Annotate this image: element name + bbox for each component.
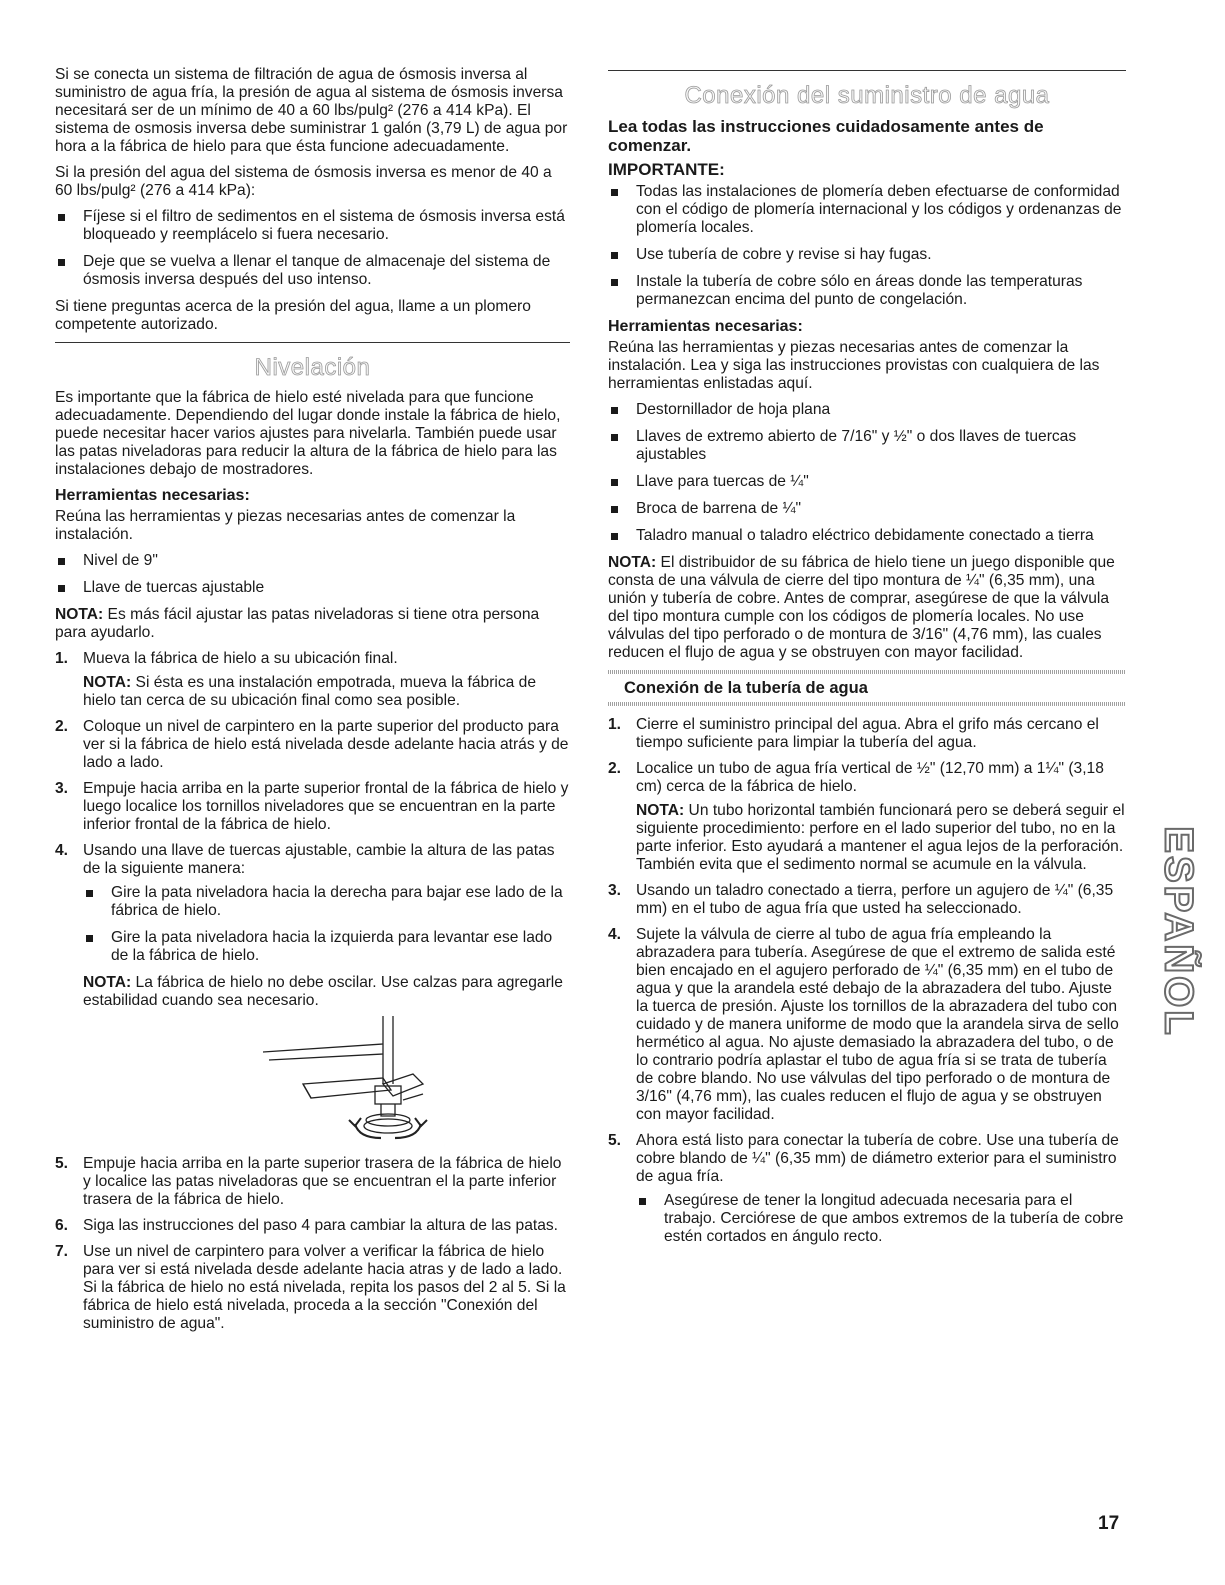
step-item bbox=[55, 1243, 570, 1333]
nota-text: El distribuidor de su fábrica de hielo tiene un juego disponible que consta de una válvula de cierre del tipo montura de ¼" (6,35 mm), una unión y tubería de cobre. Antes de comprar, asegúrese de que la válvula del tipo montura cumple con los códigos de plomería locales. No use válvulas del tipo perforado o de montura de 3/16" (4,76 mm), las cuales reducen el flujo de agua y se obstruyen con mayor facilidad. bbox=[608, 554, 1115, 661]
step-text: Sujete la válvula de cierre al tubo de agua fría empleando la abrazadera para tubería. Asegúrese de que el extremo de salida esté bien encajado en el agujero perforado de ¼" (6,35 mm) en el tubo de agua y que la arandela esté debajo de la abrazadera del tubo. Ajuste la tuerca de presión. Ajuste los tornillos de la abrazadera del tubo con cuidado y de manera uniforme de modo que la arandela sirva de sello hermético al agua. No ajuste demasiado la abrazadera del tubo, o de lo contrario podría aplastar el tubo de agua fría si se trata de tubería de cobre blando. No use válvulas del tipo perforado o de montura de 3/16" (4,76 mm), las cuales reducen el flujo de agua y se obstruyen con mayor facilidad. bbox=[636, 926, 1119, 1123]
page-number: 17 bbox=[1098, 1513, 1120, 1534]
list-item: Asegúrese de tener la longitud adecuada necesaria para el trabajo. Cerciórese de que ambos extremos de la tubería de cobre estén cortados en ángulo recto. bbox=[636, 1192, 1126, 1246]
step-number: 7. bbox=[55, 1243, 69, 1260]
step-text: Cierre el suministro principal del agua. Abra el grifo más cercano el tiempo suficiente para limpiar la tubería del agua. bbox=[636, 716, 1099, 751]
step-item bbox=[55, 650, 570, 710]
list-item: Destornillador de hoja plana bbox=[608, 401, 1126, 419]
important-heading: IMPORTANTE: bbox=[608, 160, 725, 179]
list-item: Use tubería de cobre y revise si hay fugas. bbox=[608, 246, 1126, 264]
tools-list bbox=[55, 552, 570, 597]
nota-text: Es más fácil ajustar las patas niveladoras si tiene otra persona para ayudarlo. bbox=[55, 606, 540, 641]
leveling-steps bbox=[55, 650, 570, 1333]
step-text: Empuje hacia arriba en la parte superior trasera de la fábrica de hielo y localice las patas niveladoras que se encuentran el la parte inferior trasera de la fábrica de hielo. bbox=[83, 1155, 562, 1208]
step-number: 5. bbox=[55, 1155, 69, 1172]
step-item bbox=[55, 1217, 570, 1235]
step-text: Empuje hacia arriba en la parte superior frontal de la fábrica de hielo y luego localice los tornillos niveladores que se encuentran en la parte inferior frontal de la fábrica de hielo. bbox=[83, 780, 569, 833]
list-item: Llaves de extremo abierto de 7/16" y ½" o dos llaves de tuercas ajustables bbox=[608, 428, 1126, 464]
section-divider bbox=[608, 70, 1126, 71]
list-item: Fíjese si el filtro de sedimentos en el sistema de ósmosis inversa está bloqueado y reemplácelo si fuera necesario. bbox=[55, 208, 570, 244]
connection-steps bbox=[608, 716, 1126, 1246]
nota-label: NOTA: bbox=[55, 606, 104, 623]
list-item: Todas las instalaciones de plomería deben efectuarse de conformidad con el código de plomería internacional y los códigos y ordenanzas de plomería locales. bbox=[608, 183, 1126, 237]
tools-intro: Reúna las herramientas y piezas necesarias antes de comenzar la instalación. bbox=[55, 508, 516, 543]
step-text: Mueva la fábrica de hielo a su ubicación final. bbox=[83, 650, 398, 667]
ro-paragraph: Si la presión del agua del sistema de ósmosis inversa es menor de 40 a 60 lbs/pulg² (276 a 414 kPa): bbox=[55, 164, 552, 199]
step-item bbox=[608, 716, 1126, 752]
section-divider bbox=[55, 342, 570, 343]
list-item: Nivel de 9" bbox=[55, 552, 570, 570]
nota-label: NOTA: bbox=[83, 674, 132, 691]
nota-label: NOTA: bbox=[608, 554, 657, 571]
step-item bbox=[55, 842, 570, 1147]
right-column bbox=[608, 66, 1126, 1255]
tools-intro: Reúna las herramientas y piezas necesarias antes de comenzar la instalación. Lea y siga las instrucciones provistas con cualquiera de las herramientas enlistadas aquí. bbox=[608, 339, 1100, 392]
nota-label: NOTA: bbox=[636, 802, 685, 819]
dotted-rule bbox=[608, 670, 1126, 674]
conexion-tuberia-heading: Conexión de la tubería de agua bbox=[624, 679, 868, 697]
step-number: 2. bbox=[55, 718, 69, 735]
step-number: 1. bbox=[55, 650, 69, 667]
ro-paragraph: Si tiene preguntas acerca de la presión del agua, llame a un plomero competente autorizado. bbox=[55, 298, 531, 333]
tools-list bbox=[608, 401, 1126, 545]
ro-bullet-list bbox=[55, 208, 570, 289]
step-item bbox=[608, 1132, 1126, 1246]
step-number: 6. bbox=[55, 1217, 69, 1234]
list-item: Taladro manual o taladro eléctrico debidamente conectado a tierra bbox=[608, 527, 1126, 545]
step-text: Coloque un nivel de carpintero en la parte superior del producto para ver si la fábrica de hielo está nivelada desde adelante hacia atrás y de lado a lado. bbox=[83, 718, 569, 771]
step-number: 5. bbox=[608, 1132, 622, 1149]
leveling-leg-drawing bbox=[263, 1014, 433, 1142]
step-text: Localice un tubo de agua fría vertical de ½" (12,70 mm) a 1¼" (3,18 cm) cerca de la fábrica de hielo. bbox=[636, 760, 1104, 795]
step-item bbox=[608, 760, 1126, 874]
step-text: Usando una llave de tuercas ajustable, cambie la altura de las patas de la siguiente manera: bbox=[83, 842, 555, 877]
nota-text: Si ésta es una instalación empotrada, mueva la fábrica de hielo tan cerca de su ubicación final como sea posible. bbox=[83, 674, 537, 709]
step-text: Siga las instrucciones del paso 4 para cambiar la altura de las patas. bbox=[83, 1217, 559, 1234]
subsection-bar bbox=[608, 670, 1126, 706]
list-item: Broca de barrena de ¼" bbox=[608, 500, 1126, 518]
nivel-intro: Es importante que la fábrica de hielo esté nivelada para que funcione adecuadamente. Dependiendo del lugar donde instale la fábrica de hielo, puede necesitar hacer varios ajustes para nivelarla. También puede usar las patas niveladoras para reducir la altura de la fábrica de hielo para las instalaciones debajo de mostradores. bbox=[55, 389, 561, 478]
step-number: 1. bbox=[608, 716, 622, 733]
step-text: Usando un taladro conectado a tierra, perfore un agujero de ¼" (6,35 mm) en el tubo de agua fría que usted ha seleccionado. bbox=[636, 882, 1114, 917]
tools-heading: Herramientas necesarias: bbox=[608, 318, 803, 335]
step-bullets bbox=[636, 1192, 1126, 1246]
nota-label: NOTA: bbox=[83, 974, 132, 991]
nota-paragraph bbox=[608, 554, 1126, 662]
nota-text: Un tubo horizontal también funcionará pero se deberá seguir el siguiente procedimiento: perfore en el lado superior del tubo, no en la parte inferior. Esto ayudará a mantener el agua lejos de la perforación. También evita que el sedimento normal se acumule en la válvula. bbox=[636, 802, 1125, 873]
list-item: Gire la pata niveladora hacia la izquierda para levantar ese lado de la fábrica de hielo. bbox=[83, 929, 570, 965]
step-number: 4. bbox=[608, 926, 622, 943]
left-column bbox=[55, 66, 570, 1341]
section-title-nivelacion: Nivelación bbox=[254, 354, 371, 381]
tools-heading: Herramientas necesarias: bbox=[55, 487, 250, 504]
list-item: Instale la tubería de cobre sólo en áreas donde las temperaturas permanezcan encima del punto de congelación. bbox=[608, 273, 1126, 309]
step-number: 4. bbox=[55, 842, 69, 859]
language-label: ESPAÑOL bbox=[1156, 826, 1201, 1038]
list-item: Deje que se vuelva a llenar el tanque de almacenaje del sistema de ósmosis inversa después del uso intenso. bbox=[55, 253, 570, 289]
list-item: Llave de tuercas ajustable bbox=[55, 579, 570, 597]
leveling-leg-illustration bbox=[263, 1014, 570, 1147]
step-text: Ahora está listo para conectar la tubería de cobre. Use una tubería de cobre blando de ¼" (6,35 mm) de diámetro exterior para el suministro de agua fría. bbox=[636, 1132, 1119, 1185]
step-text: Use un nivel de carpintero para volver a verificar la fábrica de hielo para ver si está nivelada desde adelante hacia atras y de lado a lado. Si la fábrica de hielo no está nivelada, repita los pasos del 2 al 5. Si la fábrica de hielo está nivelada, proceda a la sección "Conexión del suministro de agua". bbox=[83, 1243, 566, 1332]
read-instructions-heading: Lea todas las instrucciones cuidadosamente antes de comenzar. bbox=[608, 117, 1044, 155]
nota-paragraph bbox=[55, 606, 570, 642]
section-title-conexion: Conexión del suministro de agua bbox=[684, 82, 1050, 109]
language-side-tab bbox=[1152, 808, 1204, 1056]
step-nota bbox=[83, 974, 570, 1010]
step-nota bbox=[83, 674, 570, 710]
step-number: 3. bbox=[55, 780, 69, 797]
step-item bbox=[55, 780, 570, 834]
step-item bbox=[55, 718, 570, 772]
step-item bbox=[608, 926, 1126, 1124]
important-list bbox=[608, 183, 1126, 309]
list-item: Gire la pata niveladora hacia la derecha para bajar ese lado de la fábrica de hielo. bbox=[83, 884, 570, 920]
ro-paragraph: Si se conecta un sistema de filtración de agua de ósmosis inversa al suministro de agua fría, la presión de agua al sistema de ósmosis inversa necesitará ser de un mínimo de 40 a 60 lbs/pulg² (276 a 414 kPa). El sistema de osmosis inversa debe suministrar 1 galón (3,79 L) de agua por hora a la fábrica de hielo para que ésta funcione adecuadamente. bbox=[55, 66, 568, 155]
list-item: Llave para tuercas de ¼" bbox=[608, 473, 1126, 491]
step-nota bbox=[636, 802, 1126, 874]
step-number: 3. bbox=[608, 882, 622, 899]
step-number: 2. bbox=[608, 760, 622, 777]
nota-text: La fábrica de hielo no debe oscilar. Use calzas para agregarle estabilidad cuando sea necesario. bbox=[83, 974, 563, 1009]
dotted-rule bbox=[608, 702, 1126, 706]
step-item bbox=[608, 882, 1126, 918]
step-bullets bbox=[83, 884, 570, 965]
step-item bbox=[55, 1155, 570, 1209]
